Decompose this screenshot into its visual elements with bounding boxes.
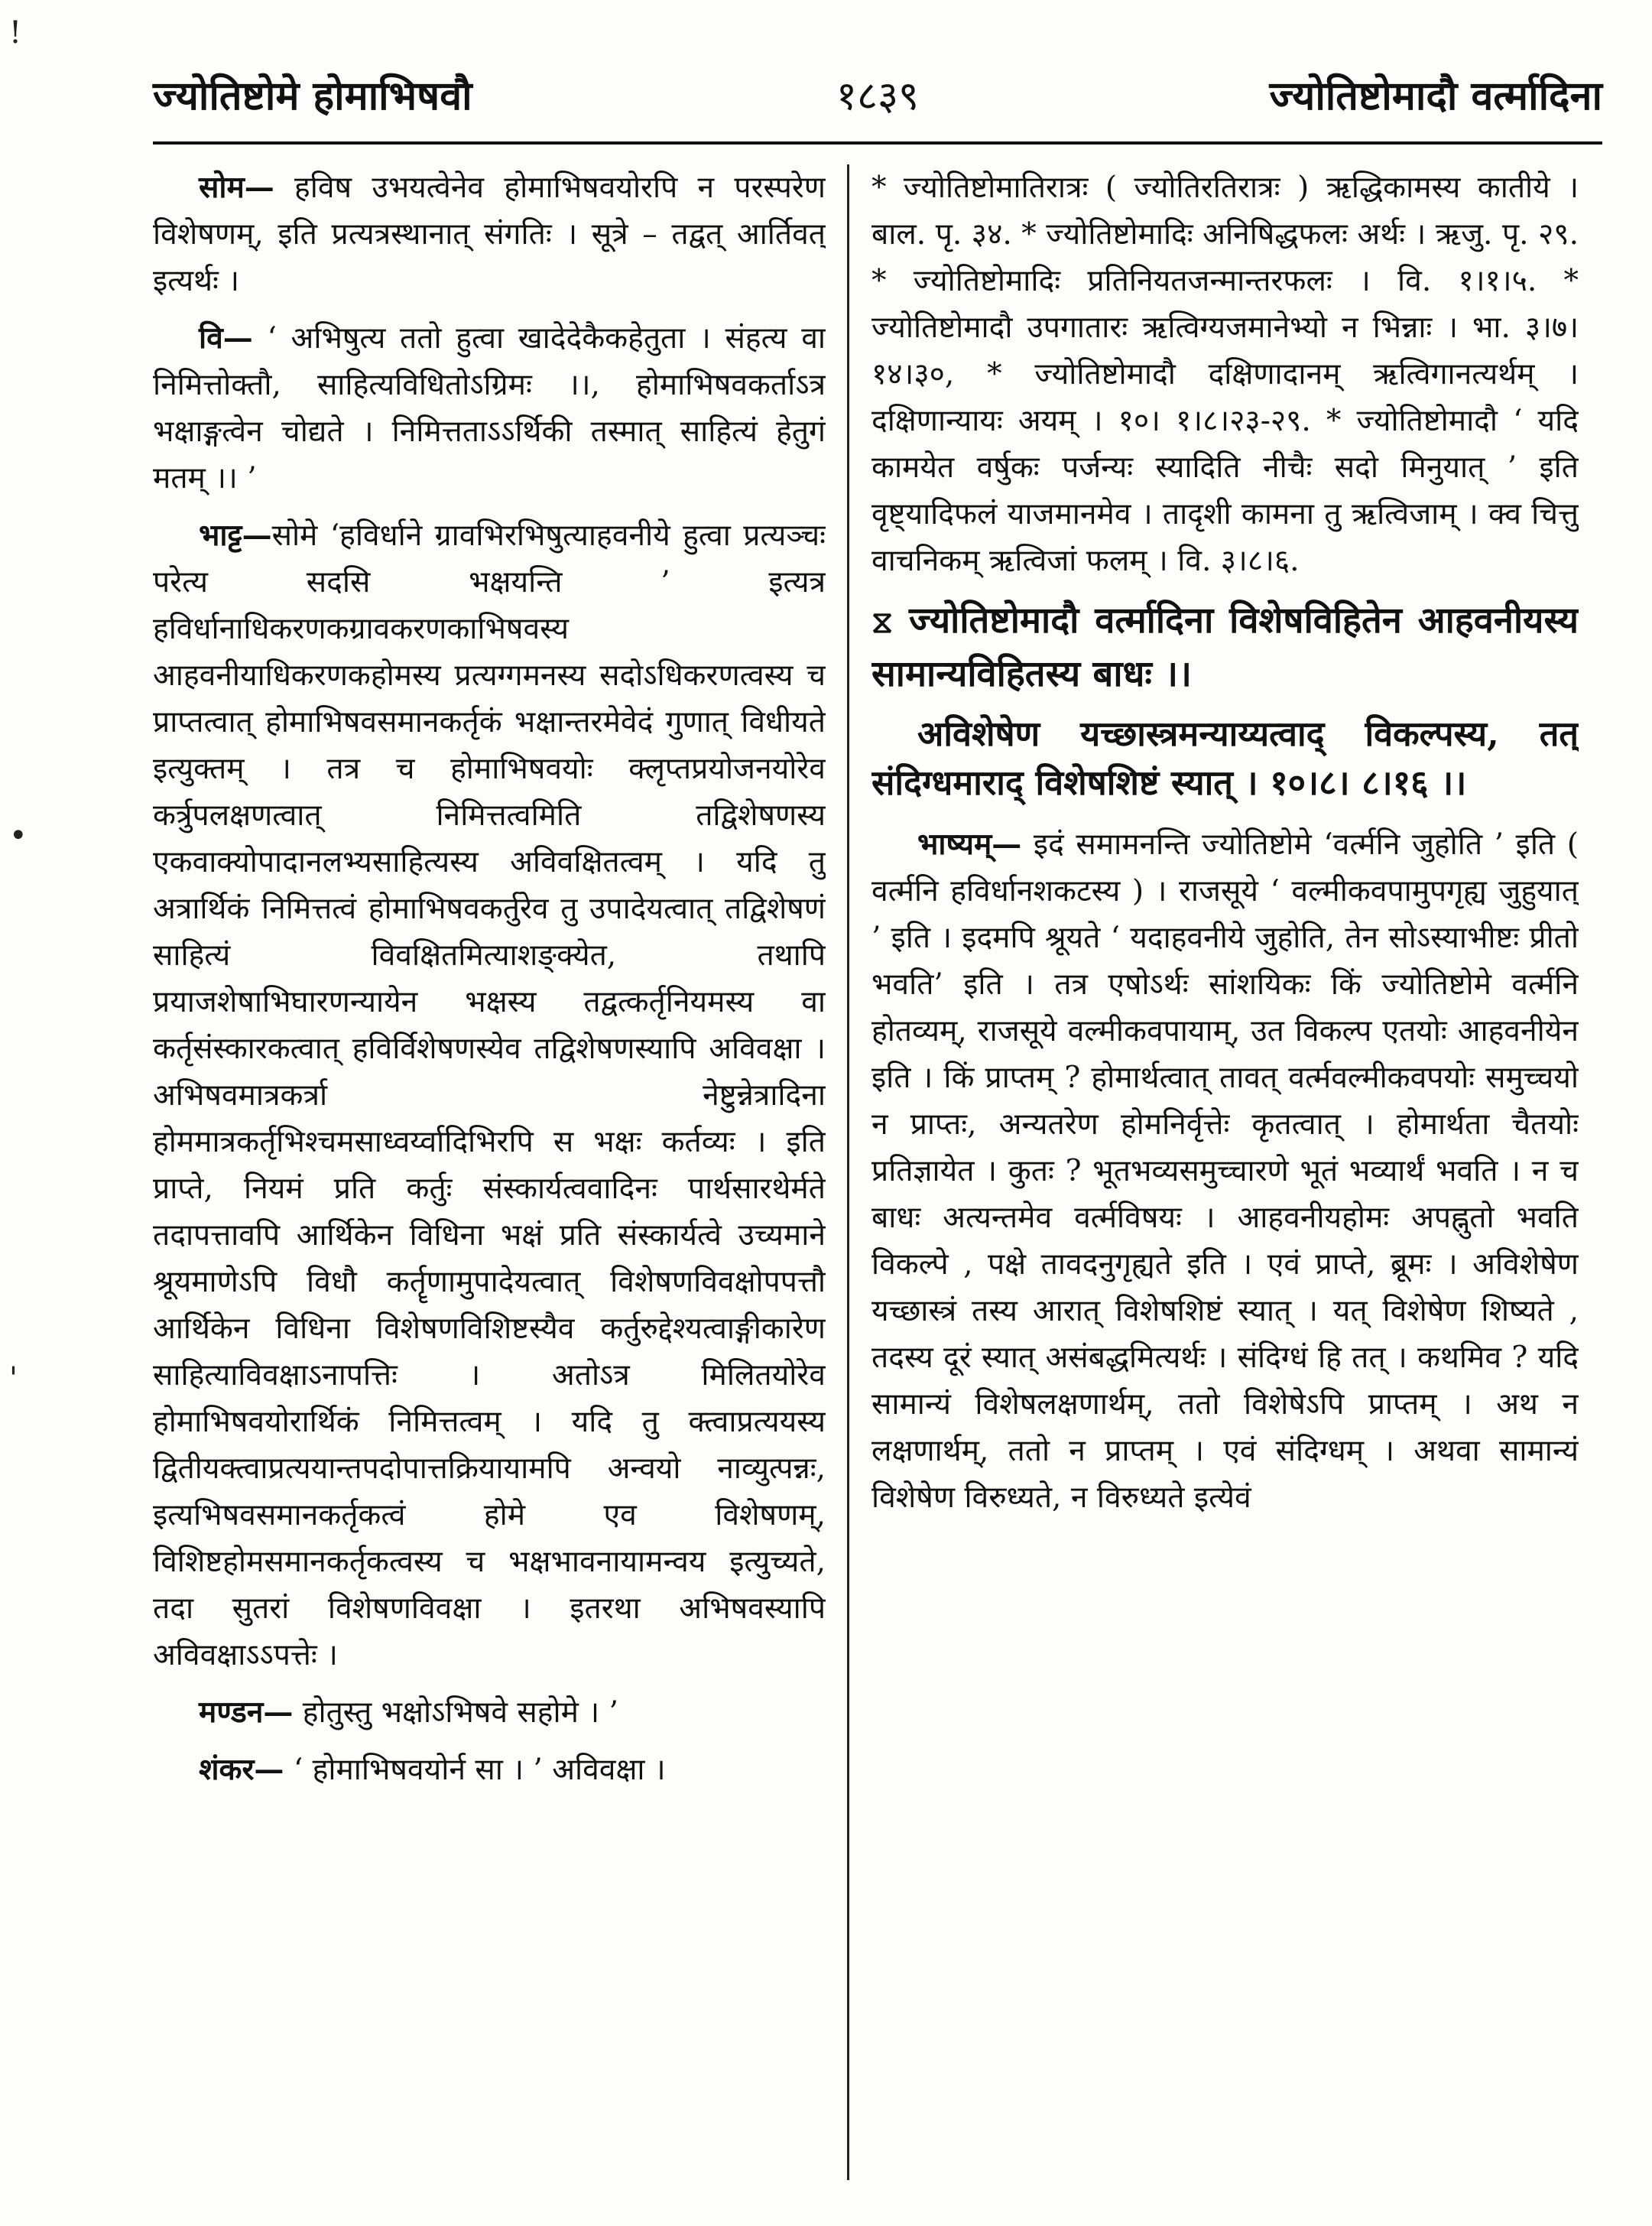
section-heading-text: ज्योतिष्टोमादौ वर्त्मादिना विशेषविहितेन आहवनीयस्य सामान्यविहितस्य बाधः ।।	[871, 600, 1579, 695]
left-column	[153, 164, 826, 2195]
running-head-left: ज्योतिष्टोमे होमाभिषवौ	[153, 73, 472, 119]
speaker-label: शंकर—	[199, 1752, 284, 1787]
page-number: १८३९	[836, 73, 920, 119]
commentary-text: हविष उभयत्वेनेव होमाभिषवयोरपि न परस्परेण विशेषणम्, इति प्रत्यत्रस्थानात् संगतिः । सूत्रे – तद्वत् आर्तिवत् इत्यर्थः ।	[153, 171, 826, 298]
section-mark-icon: ⧖	[871, 604, 894, 640]
commentary-soma	[153, 164, 826, 304]
commentary-shankara	[153, 1747, 826, 1793]
commentary-vi	[153, 315, 826, 502]
running-head-right: ज्योतिष्टोमादौ वर्त्मादिना	[1269, 73, 1602, 119]
index-entries: * ज्योतिष्टोमातिरात्रः ( ज्योतिरतिरात्रः ) ऋद्धिकामस्य कातीये । बाल. पृ. ३४. * ज्योतिष्टोमादिः अनिषिद्धफलः अर्थः । ऋजु. पृ. २९. * ज्योतिष्टोमादिः प्रतिनियतजन्मान्तरफलः । वि. १।१।५. * ज्योतिष्टोमादौ उपगातारः ऋत्विग्यजमानेभ्यो न भिन्नाः । भा. ३।७।१४।३०, * ज्योतिष्टोमादौ दक्षिणादानम् ऋत्विगानत्यर्थम् । दक्षिणान्यायः अयम् । १०। १।८।२३-२९. * ज्योतिष्टोमादौ ‘ यदि कामयेत वर्षुकः पर्जन्यः स्यादिति नीचैः सदो मिनुयात् ’ इति वृष्ट्यादिफलं याजमानमेव । तादृशी कामना तु ऋत्विजाम् । क्व चित्तु वाचनिकम् ऋत्विजां फलम् । वि. ३।८।६.	[871, 171, 1579, 578]
right-column	[871, 164, 1579, 2195]
commentary-bhatta	[153, 512, 826, 1678]
commentary-text: ‘ अभिषुत्य ततो हुत्वा खादेदेकैकहेतुता । संहत्य वा निमित्तोक्तौ, साहित्यविधितोऽग्रिमः ।।, होमाभिषवकर्ताऽत्र भक्षाङ्गत्वेन चोद्यते । निमित्तताऽऽर्थिकी तस्मात् साहित्यं हेतुगं मतम् ।। ’	[153, 321, 826, 496]
bhashya-text: इदं समामनन्ति ज्योतिष्टोमे ‘वर्त्मनि जुहोति ’ इति ( वर्त्मनि हविर्धानशकटस्य ) । राजसूये ‘ वल्मीकवपामुपगृह्य जुहुयात् ’ इति । इदमपि श्रूयते ‘ यदाहवनीये जुहोति, तेन सोऽस्याभीष्टः प्रीतो भवति’ इति । तत्र एषोऽर्थः सांशयिकः किं ज्योतिष्टोमे वर्त्मनि होतव्यम्, राजसूये वल्मीकवपायाम्, उत विकल्प एतयोः आहवनीयेन इति । किं प्राप्तम् ? होमार्थत्वात् तावत् वर्त्मवल्मीकवपयोः समुच्चयो न प्राप्तः, अन्यतरेण होमनिर्वृत्तेः कृतत्वात् । होमार्थता चैतयोः प्रतिज्ञायेत । कुतः ? भूतभव्यसमुच्चारणे भूतं भव्यार्थं भवति । न च बाधः अत्यन्तमेव वर्त्मविषयः । आहवनीयहोमः अपह्नुतो भवति विकल्पे , पक्षे तावदनुगृह्यते इति । एवं प्राप्ते, ब्रूमः । अविशेषेण यच्छास्त्रं तस्य आरात् विशेषशिष्टं स्यात् । यत् विशेषेण शिष्यते , तदस्य दूरं स्यात् असंबद्धमित्यर्थः । संदिग्धं हि तत् । कथमिव ? यदि सामान्यं विशेषलक्षणार्थम्, ततो विशेषेऽपि प्राप्तम् । अथ न लक्षणार्थम्, ततो न प्राप्तम् । एवं संदिग्धम् । अथवा सामान्यं विशेषेण विरुध्यते, न विरुध्यते इत्येवं	[871, 827, 1579, 1515]
commentary-mandana	[153, 1689, 826, 1736]
page-header	[153, 67, 1602, 136]
sutra-text: अविशेषेण यच्छास्त्रमन्याय्यत्वाद् विकल्पस्य, तत् संदिग्धमाराद् विशेषशिष्टं स्यात् । १०।८। ८।१६ ।।	[871, 713, 1579, 803]
header-rule	[153, 141, 1602, 145]
speaker-label: मण्डन—	[199, 1695, 294, 1730]
speaker-label: वि—	[199, 320, 253, 356]
bhashya-label: भाष्यम्—	[917, 827, 1022, 862]
commentary-text: ‘ होमाभिषवयोर्न सा । ’ अविवक्षा ।	[284, 1753, 666, 1787]
edge-mark-lower: '	[9, 1361, 18, 1396]
bhashya	[871, 821, 1579, 1521]
section-heading	[871, 595, 1579, 700]
speaker-label: सोम—	[199, 170, 274, 205]
speaker-label: भाट्ट—	[199, 518, 272, 553]
commentary-text: होतुस्तु भक्षोऽभिषवे सहोमे । ’	[293, 1695, 618, 1730]
edge-mark-middle: •	[9, 818, 28, 853]
commentary-text: सोमे ‘हविर्धाने ग्रावभिरभिषुत्याहवनीये हुत्वा प्रत्यञ्चः परेत्य सदसि भक्षयन्ति ’ इत्यत्र हविर्धानाधिकरणकग्रावकरणकाभिषवस्य आहवनीयाधिकरणकहोमस्य प्रत्यग्गमनस्य सदोऽधिकरणत्वस्य च प्राप्तत्वात् होमाभिषवसमानकर्तृकं भक्षान्तरमेवेदं गुणात् विधीयते इत्युक्तम् । तत्र च होमाभिषवयोः क्लृप्तप्रयोजनयोरेव कर्त्रुपलक्षणत्वात् निमित्तत्वमिति तद्विशेषणस्य एकवाक्योपादानलभ्यसाहित्यस्य अविवक्षितत्वम् । यदि तु अत्रार्थिकं निमित्तत्वं होमाभिषवकर्तुरेव तु उपादेयत्वात् तद्विशेषणं साहित्यं विवक्षितमित्याशङ्क्येत, तथापि प्रयाजशेषाभिघारणन्यायेन भक्षस्य तद्वत्कर्तृनियमस्य वा कर्तृसंस्कारकत्वात् हविर्विशेषणस्येव तद्विशेषणस्यापि अविवक्षा । अभिषवमात्रकर्त्रा नेष्टुन्नेत्रादिना होममात्रकर्तृभिश्चमसाध्वर्य्वादिभिरपि स भक्षः कर्तव्यः । इति प्राप्ते, नियमं प्रति कर्तुः संस्कार्यत्ववादिनः पार्थसारथेर्मते तदापत्तावपि आर्थिकेन विधिना भक्षं प्रति संस्कार्यत्वे उच्यमाने श्रूयमाणेऽपि विधौ कर्तॄणामुपादेयत्वात् विशेषणविवक्षोपपत्तौ आर्थिकेन विधिना विशेषणविशिष्टस्यैव कर्तुरुद्देश्यत्वाङ्गीकारेण साहित्याविवक्षाऽनापत्तिः । अतोऽत्र मिलितयोरेव होमाभिषवयोरार्थिकं निमित्तत्वम् । यदि तु क्त्वाप्रत्ययस्य द्वितीयक्त्वाप्रत्ययान्तपदोपात्तक्रियायामपि अन्वयो नाव्युत्पन्नः, इत्यभिषवसमानकर्तृकत्वं होमे एव विशेषणम्, विशिष्टहोमसमानकर्तृकत्वस्य च भक्षभावनायामन्वय इत्युच्यते, तदा सुतरां विशेषणविवक्षा । इतरथा अभिषवस्यापि अविवक्षाऽऽपत्तेः ।	[153, 518, 826, 1672]
column-divider	[847, 164, 849, 2180]
edge-mark-top: !	[9, 15, 22, 50]
